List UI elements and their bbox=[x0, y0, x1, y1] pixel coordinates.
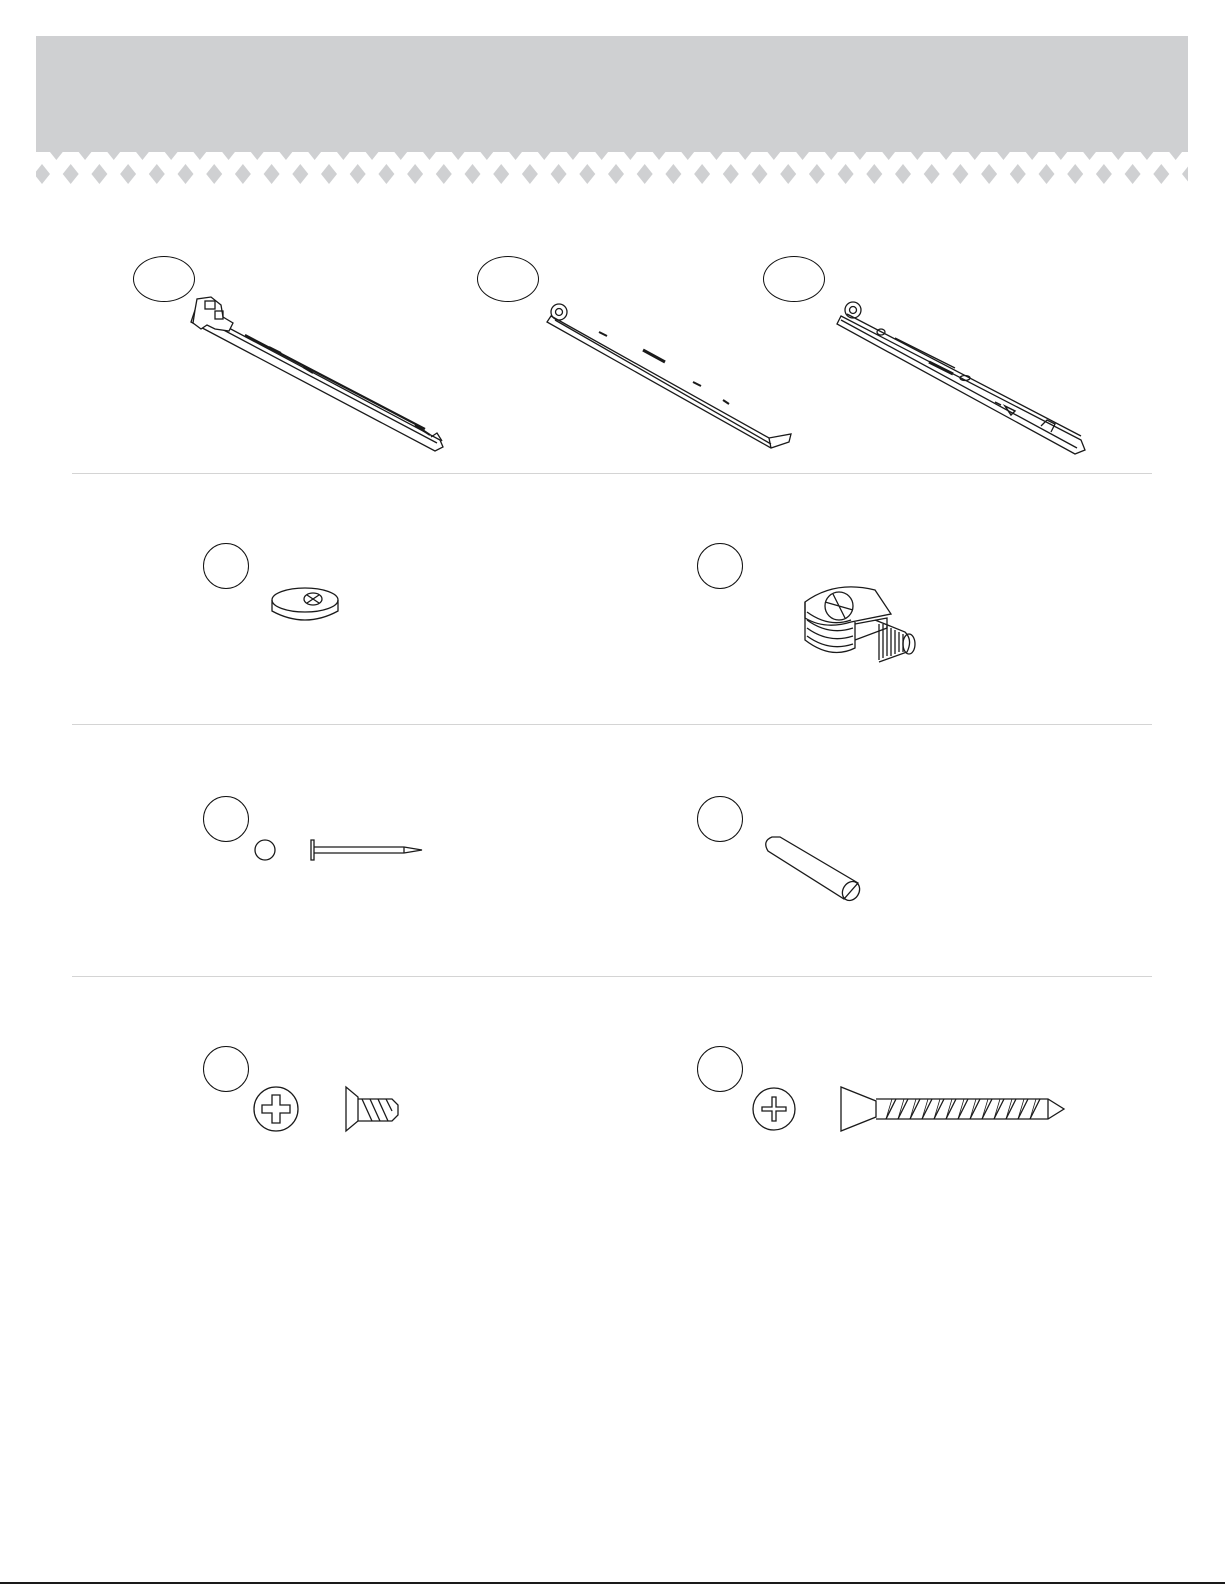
diamond-shape bbox=[321, 164, 337, 184]
drawer-slide-cabinet-rail-icon bbox=[835, 298, 1095, 458]
diamond-shape bbox=[292, 164, 308, 184]
diamond-shape bbox=[1153, 164, 1169, 184]
wooden-dowel-icon bbox=[760, 835, 870, 905]
part-badge-8 bbox=[203, 1046, 249, 1092]
diamond-shape bbox=[1182, 164, 1188, 184]
cam-lock-icon bbox=[795, 578, 920, 668]
diamond-shape bbox=[407, 164, 423, 184]
cam-lock-cover-cap-icon bbox=[270, 585, 340, 630]
diamond-shape bbox=[895, 164, 911, 184]
diamond-shape bbox=[952, 164, 968, 184]
nail-icon bbox=[254, 835, 434, 865]
part-badge-3 bbox=[763, 256, 825, 302]
diamond-shape bbox=[493, 164, 509, 184]
part-badge-4 bbox=[203, 543, 249, 589]
diamond-shape bbox=[665, 164, 681, 184]
bottom-rule bbox=[0, 1582, 1225, 1584]
drawer-slide-rail-with-front-bracket-icon bbox=[185, 295, 455, 455]
diamond-shape bbox=[1096, 164, 1112, 184]
diamond-shape bbox=[752, 164, 768, 184]
part-badge-7 bbox=[697, 796, 743, 842]
diamond-shape bbox=[206, 164, 222, 184]
diamond-shape bbox=[981, 164, 997, 184]
diamond-shape bbox=[178, 164, 194, 184]
diamond-shape bbox=[780, 164, 796, 184]
diamond-shape bbox=[36, 164, 50, 184]
diamond-shape bbox=[723, 164, 739, 184]
diamond-shape bbox=[579, 164, 595, 184]
diamond-shape bbox=[1125, 164, 1141, 184]
diamond-shape bbox=[522, 164, 538, 184]
diamond-shape bbox=[350, 164, 366, 184]
diamond-border bbox=[36, 150, 1188, 186]
diamond-shape bbox=[838, 164, 854, 184]
diamond-shape bbox=[866, 164, 882, 184]
diamond-shape bbox=[378, 164, 394, 184]
drawer-slide-rail-roller-icon bbox=[543, 298, 803, 458]
diamond-shape bbox=[465, 164, 481, 184]
section-divider bbox=[72, 724, 1152, 725]
diamond-shape bbox=[436, 164, 452, 184]
section-divider bbox=[72, 976, 1152, 977]
diamond-shape bbox=[63, 164, 79, 184]
diamond-shape bbox=[551, 164, 567, 184]
diamond-shape bbox=[1010, 164, 1026, 184]
diamond-shape bbox=[120, 164, 136, 184]
short-euro-screw-icon bbox=[252, 1085, 412, 1135]
part-badge-6 bbox=[203, 796, 249, 842]
long-wood-screw-icon bbox=[752, 1085, 1072, 1135]
diamond-shape bbox=[149, 164, 165, 184]
serrated-edge bbox=[36, 150, 1188, 160]
diamond-shape bbox=[809, 164, 825, 184]
diamond-shape bbox=[264, 164, 280, 184]
diamond-shape bbox=[924, 164, 940, 184]
part-badge-5 bbox=[697, 543, 743, 589]
diamond-shape bbox=[1067, 164, 1083, 184]
header-band bbox=[36, 36, 1188, 152]
part-badge-9 bbox=[697, 1046, 743, 1092]
diamond-shape bbox=[608, 164, 624, 184]
diamond-shape bbox=[637, 164, 653, 184]
diamond-shape bbox=[91, 164, 107, 184]
section-divider bbox=[72, 473, 1152, 474]
diamond-shape bbox=[235, 164, 251, 184]
diamond-shape bbox=[694, 164, 710, 184]
diamond-shape bbox=[1039, 164, 1055, 184]
part-badge-2 bbox=[477, 256, 539, 302]
